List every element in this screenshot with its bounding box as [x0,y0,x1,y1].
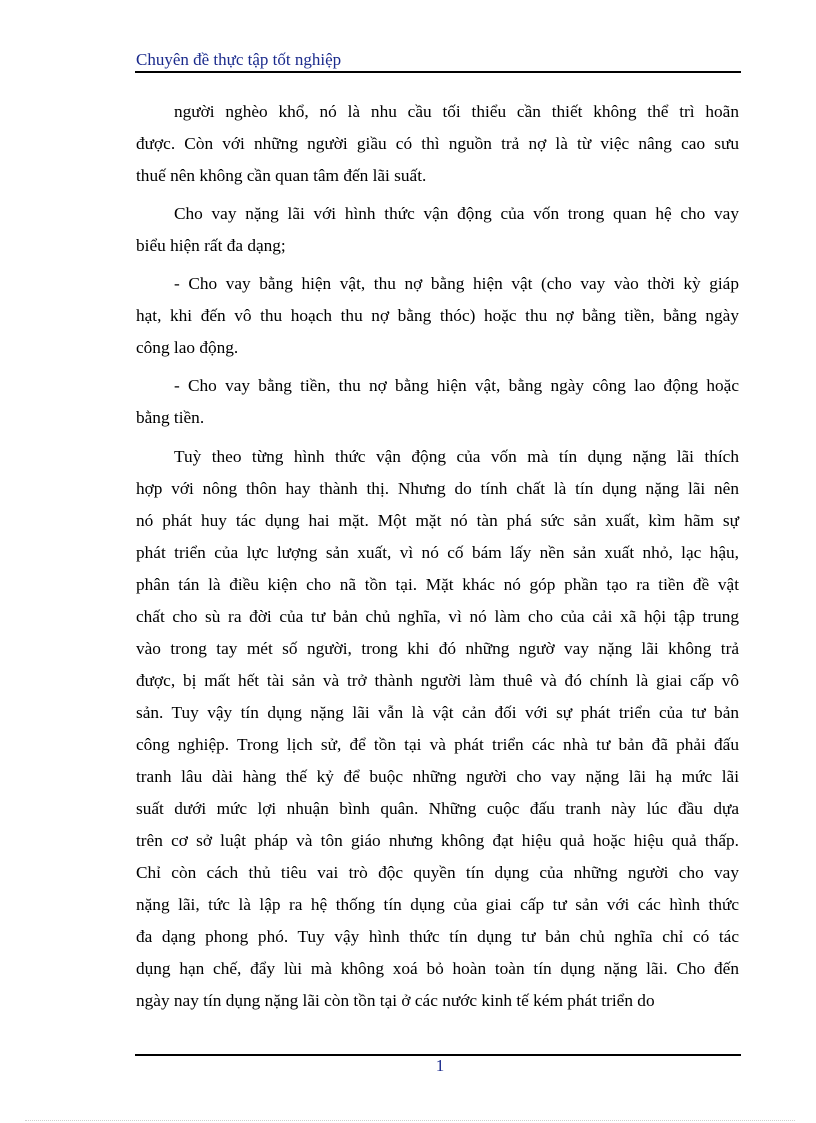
text-line: chất cho sù ra đời của tư bản chủ nghĩa, vì nó làm cho của cải xã hội tập trung [136,607,739,626]
paragraph-1 [136,96,739,192]
text-line: công lao động. [136,338,239,357]
paragraph-2 [136,198,739,262]
text-line: người nghèo khổ, nó là nhu cầu tối thiểu cần thiết không thể trì hoãn [174,102,739,121]
text-line: suất dưới mức lợi nhuận bình quân. Những cuộc đấu tranh này lúc đầu dựa [136,799,739,818]
text-line: hạt, khi đến vô thu hoạch thu nợ bằng thóc) hoặc thu nợ bằng tiền, bằng ngày [136,306,739,325]
text-line: nó phát huy tác dụng hai mặt. Một mặt nó tàn phá sức sản xuất, kìm hãm sự [136,511,739,530]
text-line: Cho vay nặng lãi với hình thức vận động của vốn trong quan hệ cho vay [174,204,739,223]
text-line: sản. Tuy vậy tín dụng nặng lãi vẫn là vật cản đối với sự phát triển của tư bản [136,703,739,722]
text-line: biểu hiện rất đa dạng; [136,236,286,255]
text-line: - Cho vay bằng tiền, thu nợ bằng hiện vật, bằng ngày công lao động hoặc [174,376,739,395]
header-rule [135,71,741,73]
text-line: được, bị mất hết tài sản và trở thành người làm thuê và đó chính là giai cấp vô [136,671,739,690]
text-line: ngày nay tín dụng nặng lãi còn tồn tại ở các nước kinh tế kém phát triển do [136,991,655,1010]
page-header-title: Chuyên đề thực tập tốt nghiệp [136,50,342,69]
text-line: trên cơ sở luật pháp và tôn giáo nhưng không đạt hiệu quả hoặc hiệu quả thấp. [136,831,739,850]
text-line: phân tán là điều kiện cho nã tồn tại. Mặt khác nó góp phần tạo ra tiền đề vật [136,575,739,594]
paragraph-5 [136,441,739,1017]
body-text [136,96,739,1017]
text-line: đa dạng phong phó. Tuy vậy hình thức tín dụng tư bản chủ nghĩa chỉ có tác [136,927,739,946]
text-line: Tuỳ theo từng hình thức vận động của vốn mà tín dụng nặng lãi thích [174,447,739,466]
paragraph-4 [136,370,739,434]
text-line: vào trong tay mét số người, trong khi đó những ngườ vay nặng lãi không trả [136,639,739,658]
page-number: 1 [435,1056,445,1075]
text-line: bằng tiền. [136,408,205,427]
text-line: tranh lâu dài hàng thế kỷ để buộc những người cho vay nặng lãi hạ mức lãi [136,767,739,786]
text-line: thuế nên không cần quan tâm đến lãi suất. [136,166,427,185]
text-line: dụng hạn chế, đẩy lùi mà không xoá bỏ hoàn toàn tín dụng nặng lãi. Cho đến [136,959,739,978]
text-line: hợp với nông thôn hay thành thị. Nhưng do tính chất là tín dụng nặng lãi nên [136,479,739,498]
paragraph-3 [136,268,739,364]
text-line: Chỉ còn cách thủ tiêu vai trò độc quyền tín dụng của những người cho vay [136,863,739,882]
text-line: công nghiệp. Trong lịch sử, để tồn tại và phát triển các nhà tư bản đã phải đấu [136,735,739,754]
page-edge-dotted-line [25,1120,795,1121]
text-line: nặng lãi, tức là lập ra hệ thống tín dụng của giai cấp tư sản với các hình thức [136,895,739,914]
text-line: - Cho vay bằng hiện vật, thu nợ bằng hiện vật (cho vay vào thời kỳ giáp [174,274,739,293]
text-line: phát triển của lực lượng sản xuất, vì nó cố bám lấy nền sản xuất nhỏ, lạc hậu, [136,543,739,562]
text-line: được. Còn với những người giầu có thì nguồn trả nợ là từ việc nâng cao sưu [136,134,739,153]
